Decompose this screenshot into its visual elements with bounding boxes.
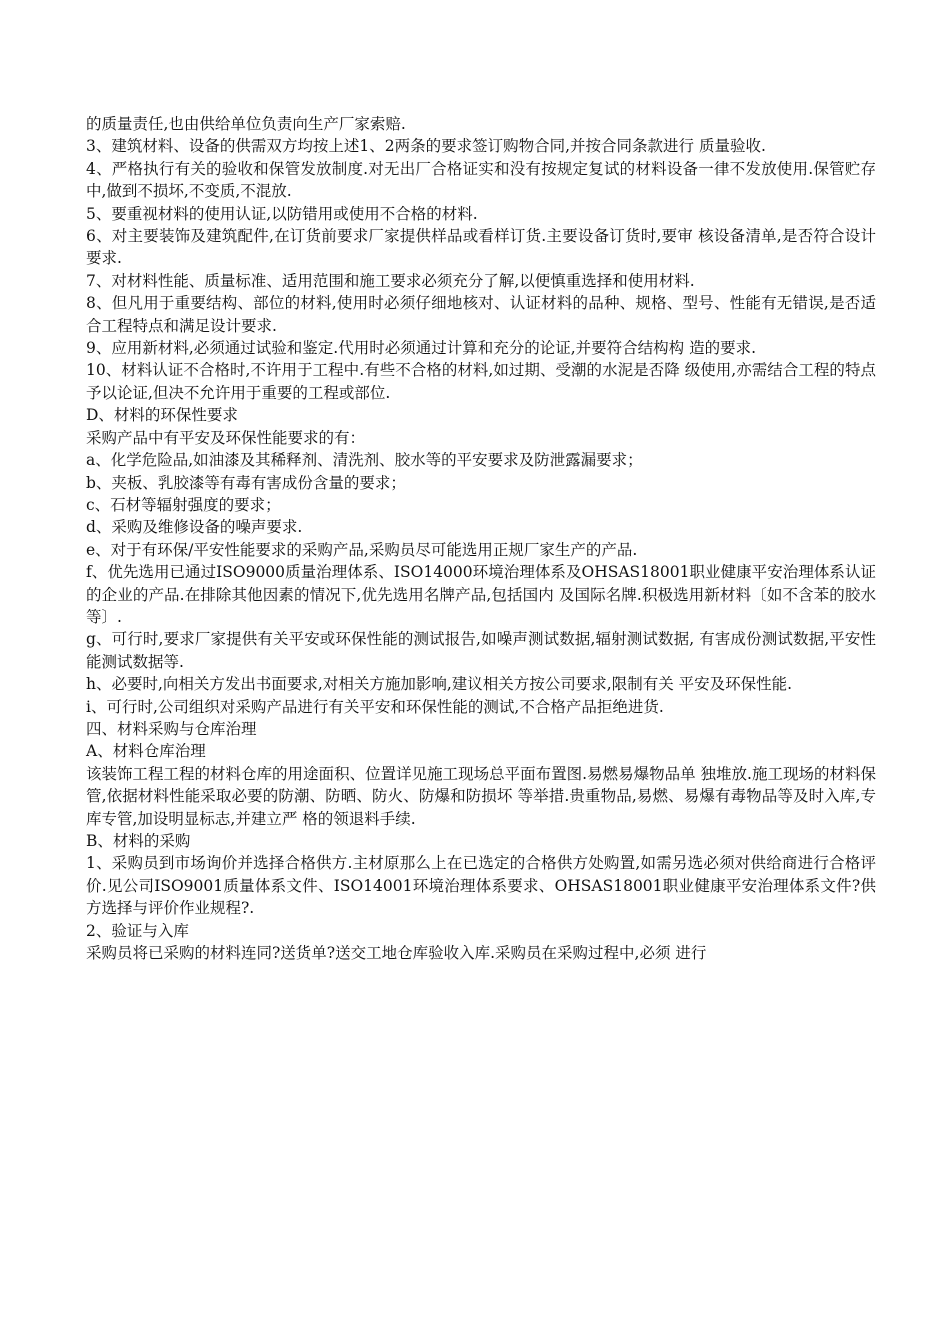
list-item: d、采购及维修设备的噪声要求. [86, 518, 303, 537]
paragraph: 4、严格执行有关的验收和保管发放制度.对无出厂合格证实和没有按规定复试的材料设备一律不发放使用.保管贮存中,做到不损坏,不变质,不混放. [86, 159, 876, 201]
list-item: h、必要时,向相关方发出书面要求,对相关方施加影响,建议相关方按公司要求,限制有关 平安及环保性能. [86, 675, 793, 694]
paragraph: 5、要重视材料的使用认证,以防错用或使用不合格的材料. [86, 204, 478, 223]
paragraph: 的质量责任,也由供给单位负责向生产厂家索赔. [86, 115, 406, 133]
list-item: b、夹板、乳胶漆等有毒有害成份含量的要求； [86, 473, 406, 492]
list-item: c、石材等辐射强度的要求； [86, 495, 281, 514]
subsection-heading: A、材料仓库治理 [86, 742, 206, 761]
paragraph: 8、但凡用于重要结构、部位的材料,使用时必须仔细地核对、认证材料的品种、规格、型号、性能有无错误,是否适合工程特点和满足设计要求. [86, 294, 876, 335]
section-heading: D、材料的环保性要求 [86, 406, 238, 425]
list-item: g、可行时,要求厂家提供有关平安或环保性能的测试报告,如噪声测试数据,辐射测试数据, 有害成份测试数据,平安性能测试数据等. [86, 630, 876, 671]
paragraph: 该装饰工程工程的材料仓库的用途面积、位置详见施工现场总平面布置图.易燃易爆物品单 独堆放.施工现场的材料保管,依据材料性能采取必要的防潮、防晒、防火、防爆和防损坏 等举措.贵重物品,易燃、易爆有毒物品等及时入库,专库专管,加设明显标志,并建立严 格的领退料手续. [86, 764, 876, 828]
paragraph: 采购产品中有平安及环保性能要求的有： [86, 428, 366, 447]
paragraph: 3、建筑材料、设备的供需双方均按上述1、2两条的要求签订购物合同,并按合同条款进行 质量验收. [86, 137, 766, 156]
list-item: f、优先选用已通过ISO9000质量治理体系、ISO14000环境治理体系及OHSAS18001职业健康平安治理体系认证的企业的产品.在排除其他因素的情况下,优先选用名牌产品,包括国内 及国际名牌.积极选用新材料〔如不含苯的胶水等〕. [86, 563, 876, 626]
paragraph: 1、采购员到市场询价并选择合格供方.主材原那么上在已选定的合格供方处购置,如需另选必须对供给商进行合格评价.见公司ISO9001质量体系文件、ISO14001环境治理体系要求、OHSAS18001职业健康平安治理体系文件?供方选择与评价作业规程?. [86, 854, 876, 918]
paragraph: 10、材料认证不合格时,不许用于工程中.有些不合格的材料,如过期、受潮的水泥是否降 级使用,亦需结合工程的特点予以论证,但决不允许用于重要的工程或部位. [86, 361, 876, 402]
section-heading: 四、材料采购与仓库治理 [86, 719, 257, 738]
paragraph: 9、应用新材料,必须通过试验和鉴定.代用时必须通过计算和充分的论证,并要符合结构构 造的要求. [86, 339, 756, 358]
subsection-heading: B、材料的采购 [86, 832, 191, 850]
list-item: e、对于有环保/平安性能要求的采购产品,采购员尽可能选用正规厂家生产的产品. [86, 540, 638, 559]
subsection-heading: 2、验证与入库 [86, 921, 189, 940]
document-body [86, 113, 876, 964]
paragraph: 采购员将已采购的材料连同?送货单?送交工地仓库验收入库.采购员在采购过程中,必须 进行 [86, 944, 707, 963]
paragraph: 7、对材料性能、质量标准、适用范围和施工要求必须充分了解,以便慎重选择和使用材料. [86, 271, 695, 290]
paragraph: 6、对主要装饰及建筑配件,在订货前要求厂家提供样品或看样订货.主要设备订货时,要审 核设备清单,是否符合设计要求. [86, 227, 876, 268]
list-item: i、可行时,公司组织对采购产品进行有关平安和环保性能的测试,不合格产品拒绝进货. [86, 697, 664, 716]
list-item: a、化学危险品,如油漆及其稀释剂、清洗剂、胶水等的平安要求及防泄露漏要求； [86, 451, 643, 470]
